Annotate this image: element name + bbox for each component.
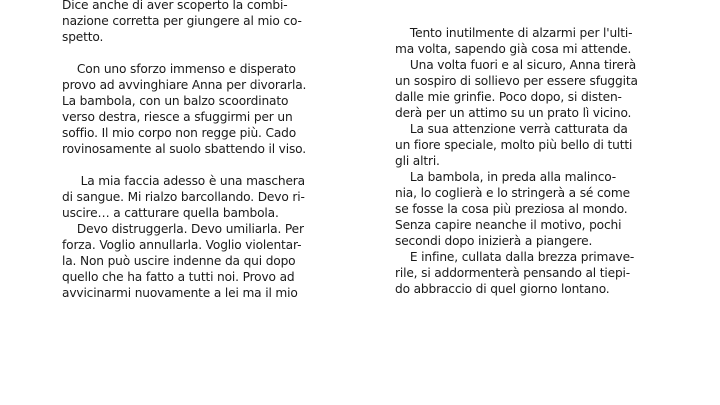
text-line: Con uno sforzo immenso e disperato xyxy=(62,62,296,76)
paragraph xyxy=(395,25,665,57)
right-text-column xyxy=(395,25,665,297)
text-line: provo ad avvinghiare Anna per divorarla. xyxy=(62,78,307,92)
text-line: La bambola, con un balzo scoordinato xyxy=(62,94,289,108)
text-line: quello che ha fatto a tutti noi. Provo ad xyxy=(62,270,295,284)
text-line: forza. Voglio annullarla. Voglio violentar- xyxy=(62,238,302,252)
text-line: Una volta fuori e al sicuro, Anna tirerà xyxy=(395,58,637,72)
text-line: ma volta, sapendo già cosa mi attende. xyxy=(395,42,632,56)
text-line: la. Non può uscire indenne da qui dopo xyxy=(62,254,296,268)
paragraph xyxy=(395,121,665,169)
text-line: La mia faccia adesso è una maschera xyxy=(62,174,305,188)
paragraph xyxy=(62,173,332,221)
text-line: La sua attenzione verrà catturata da xyxy=(395,122,628,136)
paragraph-gap xyxy=(62,45,332,61)
paragraph xyxy=(395,249,665,297)
text-line: un sospiro di sollievo per essere sfuggita xyxy=(395,74,638,88)
text-line: nazione corretta per giungere al mio co- xyxy=(62,14,302,28)
paragraph xyxy=(395,169,665,249)
text-line: rovinosamente al suolo sbattendo il viso. xyxy=(62,142,306,156)
text-line: se fosse la cosa più preziosa al mondo. xyxy=(395,202,628,216)
text-line: verso destra, riesce a sfuggirmi per un xyxy=(62,110,293,124)
text-line: uscire… a catturare quella bambola. xyxy=(62,206,279,220)
text-line: avvicinarmi nuovamente a lei ma il mio xyxy=(62,286,298,300)
text-line: La bambola, in preda alla malinco- xyxy=(395,170,617,184)
text-line: di sangue. Mi rialzo barcollando. Devo ri- xyxy=(62,190,305,204)
text-line: do abbraccio di quel giorno lontano. xyxy=(395,282,610,296)
text-line: rile, si addormenterà pensando al tiepi- xyxy=(395,266,631,280)
text-line: gli altri. xyxy=(395,154,440,168)
paragraph xyxy=(395,57,665,121)
text-line: E infine, cullata dalla brezza primave- xyxy=(395,250,635,264)
text-line: nia, lo coglierà e lo stringerà a sé come xyxy=(395,186,630,200)
text-line: Tento inutilmente di alzarmi per l'ulti- xyxy=(395,26,633,40)
paragraph xyxy=(62,61,332,157)
paragraph-gap xyxy=(62,157,332,173)
text-line: Dice anche di aver scoperto la combi- xyxy=(62,0,288,12)
text-line: secondi dopo inizierà a piangere. xyxy=(395,234,593,248)
left-text-column xyxy=(62,0,332,301)
text-line: spetto. xyxy=(62,30,104,44)
paragraph xyxy=(62,0,332,45)
paragraph xyxy=(62,221,332,301)
text-line: dalle mie grinfie. Poco dopo, si disten- xyxy=(395,90,622,104)
text-line: Senza capire neanche il motivo, pochi xyxy=(395,218,622,232)
text-line: derà per un attimo su un prato lì vicino. xyxy=(395,106,632,120)
text-line: un fiore speciale, molto più bello di tutti xyxy=(395,138,633,152)
text-line: soffio. Il mio corpo non regge più. Cado xyxy=(62,126,297,140)
text-line: Devo distruggerla. Devo umiliarla. Per xyxy=(62,222,304,236)
